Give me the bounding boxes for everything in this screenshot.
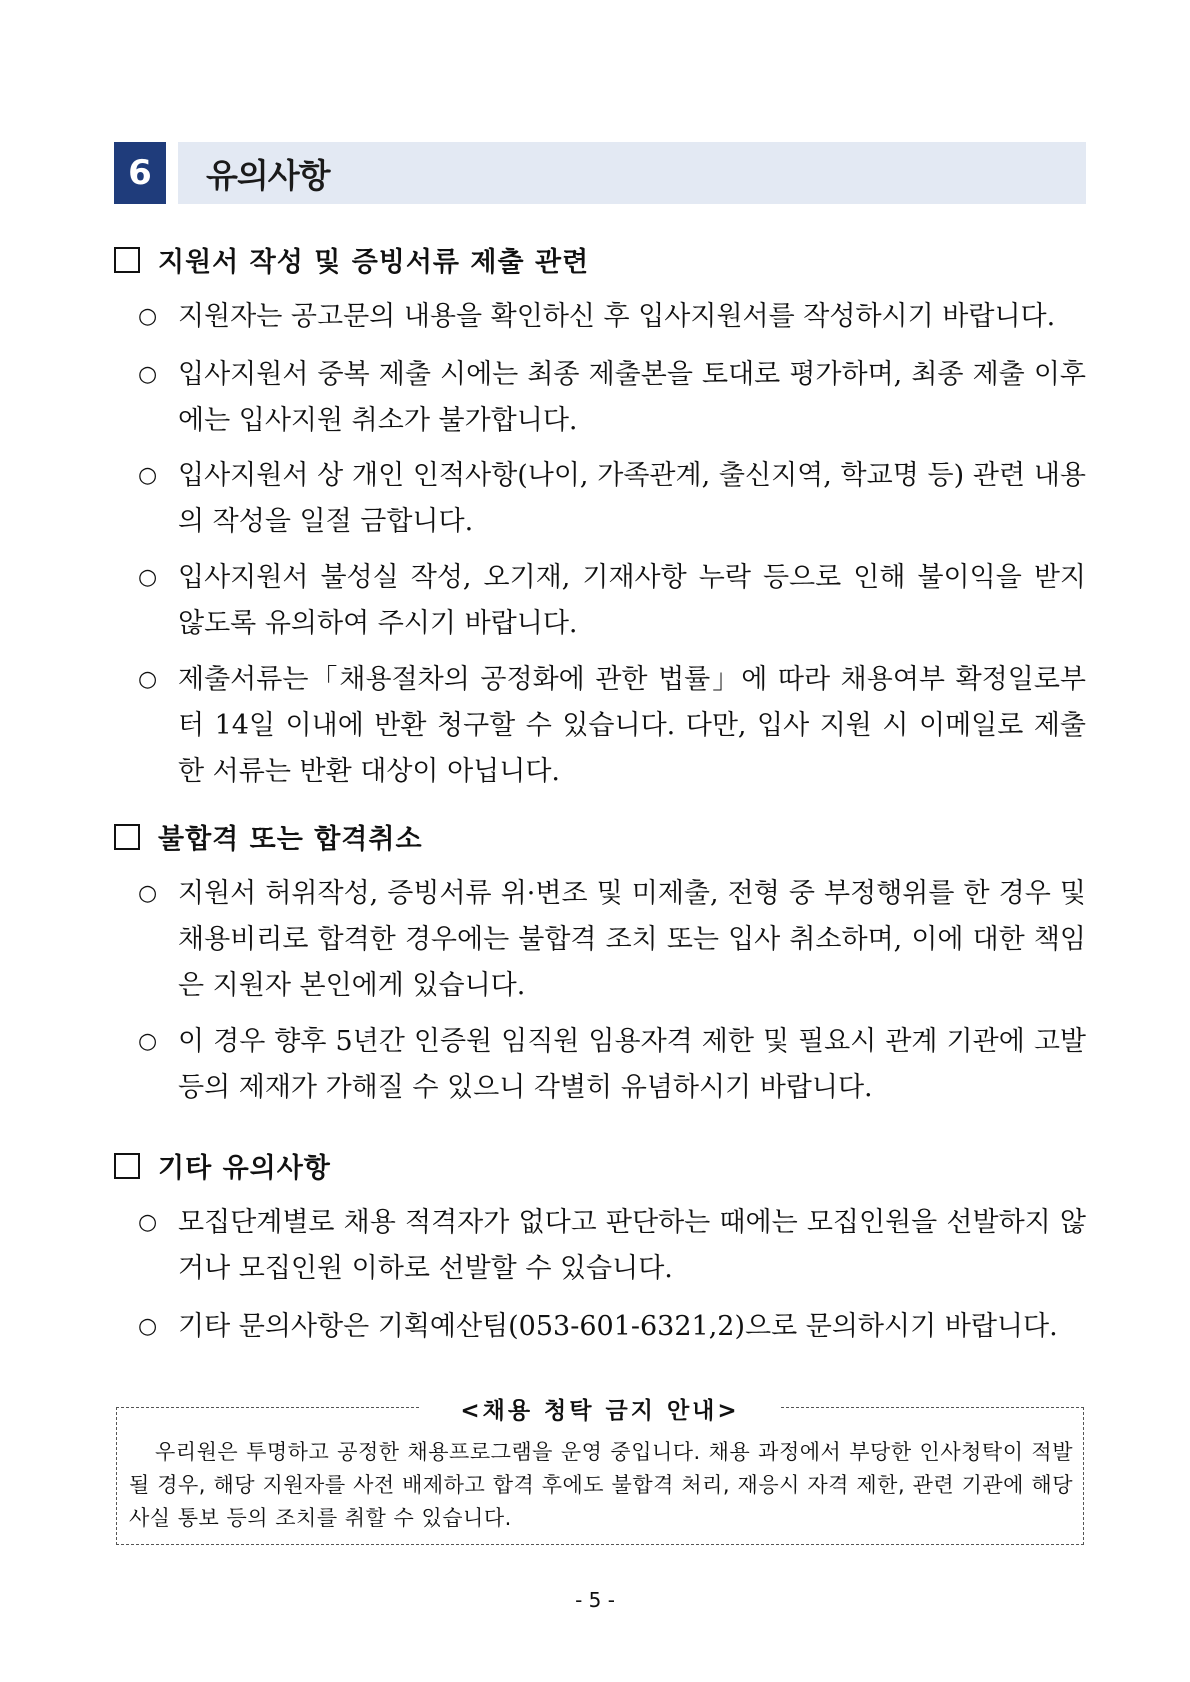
circle-bullet-icon: ○ bbox=[138, 1314, 158, 1339]
checkbox-square-icon bbox=[114, 247, 140, 273]
section-title: 유의사항 bbox=[178, 142, 1086, 204]
list-item: ○ 입사지원서 상 개인 인적사항(나이, 가족관계, 출신지역, 학교명 등) 관련 내용의 작성을 일절 금합니다. bbox=[138, 453, 1086, 545]
list-item: ○ 입사지원서 중복 제출 시에는 최종 제출본을 토대로 평가하며, 최종 제출 이후에는 입사지원 취소가 불가합니다. bbox=[138, 352, 1086, 444]
subsection-heading: 불합격 또는 합격취소 bbox=[114, 817, 423, 856]
circle-bullet-icon: ○ bbox=[138, 362, 158, 387]
notice-body: 우리원은 투명하고 공정한 채용프로그램을 운영 중입니다. 채용 과정에서 부당한 인사청탁이 적발될 경우, 해당 지원자를 사전 배제하고 합격 후에도 불합격 처리, 재응시 자격 제한, 관련 기관에 해당 사실 통보 등의 조치를 취할 수 있습니다. bbox=[129, 1440, 1073, 1530]
list-item: ○ 지원서 허위작성, 증빙서류 위·변조 및 미제출, 전형 중 부정행위를 한 경우 및 채용비리로 합격한 경우에는 불합격 조치 또는 입사 취소하며, 이에 대한 책임은 지원자 본인에게 있습니다. bbox=[138, 871, 1086, 1009]
circle-bullet-icon: ○ bbox=[138, 667, 158, 692]
notice-title: <채용 청탁 금지 안내> bbox=[117, 1392, 1083, 1425]
section-number: 6 bbox=[114, 142, 166, 204]
notice-box bbox=[116, 1398, 1084, 1545]
circle-bullet-icon: ○ bbox=[138, 463, 158, 488]
checkbox-square-icon bbox=[114, 824, 140, 850]
page-number: - 5 - bbox=[575, 1588, 615, 1612]
list-item: ○ 입사지원서 불성실 작성, 오기재, 기재사항 누락 등으로 인해 불이익을 받지 않도록 유의하여 주시기 바랍니다. bbox=[138, 555, 1086, 647]
list-item: ○ 이 경우 향후 5년간 인증원 임직원 임용자격 제한 및 필요시 관계 기관에 고발 등의 제재가 가해질 수 있으니 각별히 유념하시기 바랍니다. bbox=[138, 1019, 1086, 1111]
list-item: ○ 제출서류는「채용절차의 공정화에 관한 법률」에 따라 채용여부 확정일로부터 14일 이내에 반환 청구할 수 있습니다. 다만, 입사 지원 시 이메일로 제출한 서류는 반환 대상이 아닙니다. bbox=[138, 657, 1086, 795]
circle-bullet-icon: ○ bbox=[138, 1210, 158, 1235]
circle-bullet-icon: ○ bbox=[138, 565, 158, 590]
list-item: ○ 기타 문의사항은 기획예산팀(053-601-6321,2)으로 문의하시기 바랍니다. bbox=[138, 1304, 1086, 1350]
checkbox-square-icon bbox=[114, 1153, 140, 1179]
list-item: ○ 지원자는 공고문의 내용을 확인하신 후 입사지원서를 작성하시기 바랍니다. bbox=[138, 294, 1086, 340]
section-header bbox=[114, 142, 1086, 204]
subsection-heading: 기타 유의사항 bbox=[114, 1146, 331, 1185]
circle-bullet-icon: ○ bbox=[138, 881, 158, 906]
circle-bullet-icon: ○ bbox=[138, 1029, 158, 1054]
circle-bullet-icon: ○ bbox=[138, 304, 158, 329]
list-item: ○ 모집단계별로 채용 적격자가 없다고 판단하는 때에는 모집인원을 선발하지 않거나 모집인원 이하로 선발할 수 있습니다. bbox=[138, 1200, 1086, 1292]
subsection-heading: 지원서 작성 및 증빙서류 제출 관련 bbox=[114, 240, 589, 279]
